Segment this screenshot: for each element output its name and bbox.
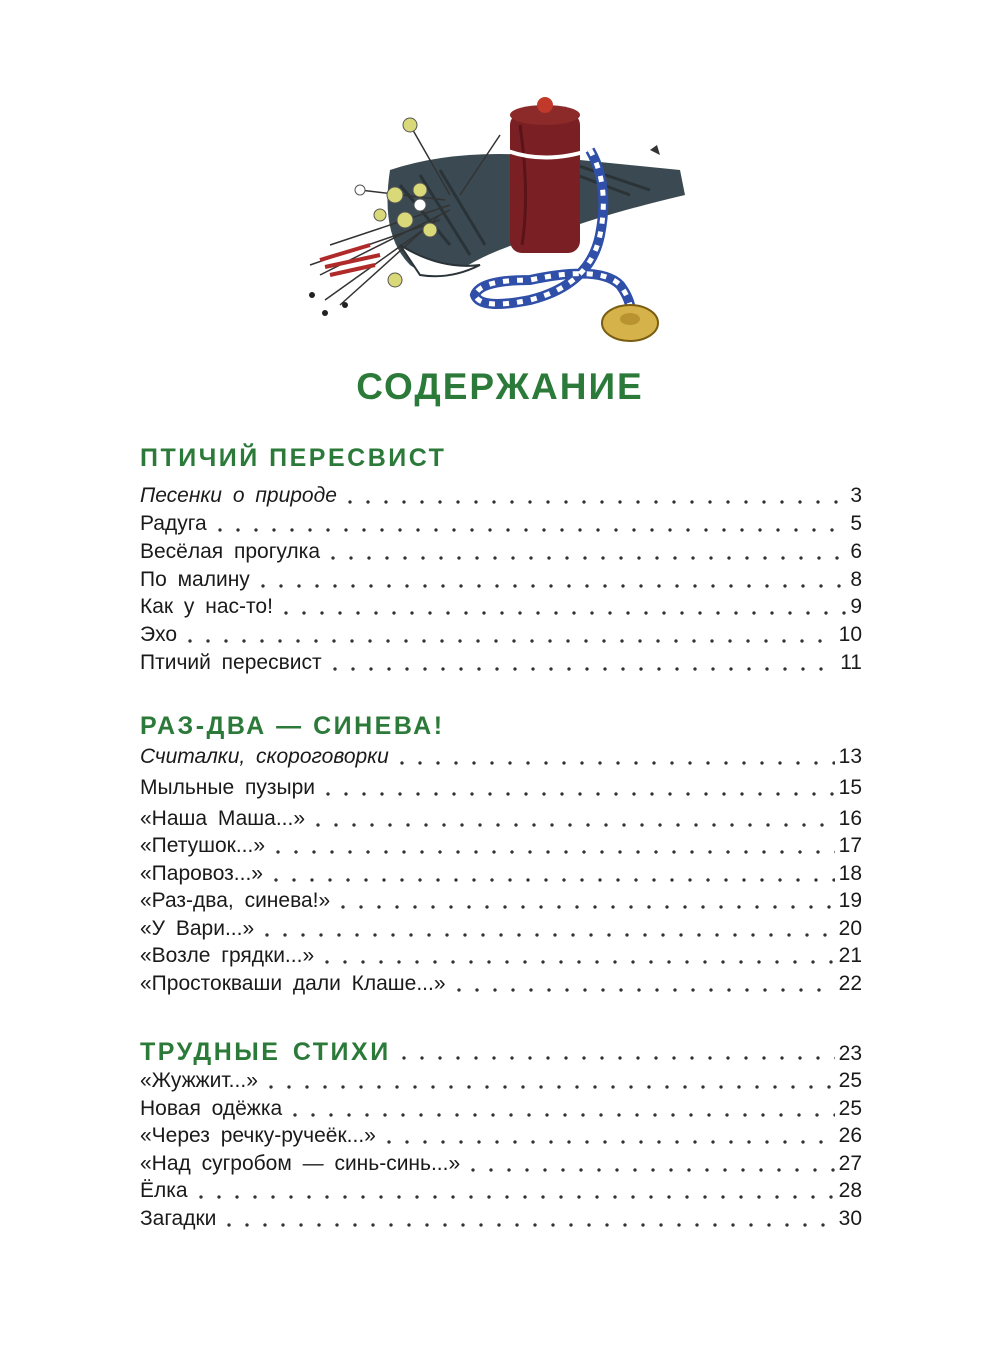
dot-leader: [267, 877, 835, 883]
entry-page: 6: [850, 540, 862, 563]
entry-title: Загадки: [140, 1207, 217, 1230]
entry-page: 19: [838, 889, 862, 912]
dot-leader: [324, 555, 846, 561]
entry-page: 27: [838, 1152, 862, 1175]
entry-title: «Возле грядки...»: [140, 944, 315, 967]
dot-leader: [254, 583, 847, 589]
dot-leader: [262, 1084, 835, 1090]
entry-title: Эхо: [140, 623, 178, 646]
toc-entry[interactable]: [140, 860, 862, 888]
toc-entry[interactable]: [140, 970, 862, 998]
entry-title: Весёлая прогулка: [140, 540, 321, 563]
entry-title: «Над сугробом — синь-синь...»: [140, 1152, 461, 1175]
entry-title: По малину: [140, 568, 250, 591]
page-title: СОДЕРЖАНИЕ: [356, 366, 644, 407]
entry-page: 30: [838, 1207, 862, 1230]
toc-entry[interactable]: [140, 510, 862, 538]
entry-title: «Паровоз...»: [140, 862, 263, 885]
dot-leader: [277, 610, 846, 616]
entry-title: «Жужжит...»: [140, 1069, 258, 1092]
toc-entry[interactable]: [140, 743, 862, 771]
entry-title: «Раз-два, синева!»: [140, 889, 331, 912]
dot-leader: [258, 932, 835, 938]
entry-title: «Наша Маша...»: [140, 807, 306, 830]
dot-leader: [220, 1222, 834, 1228]
entry-page: 18: [838, 862, 862, 885]
dot-leader: [450, 987, 835, 993]
toc-entry[interactable]: [140, 538, 862, 566]
entry-page: 25: [838, 1097, 862, 1120]
toc-entry[interactable]: [140, 832, 862, 860]
toc-entry[interactable]: [140, 805, 862, 833]
dot-leader: [326, 666, 837, 672]
entry-page: 28: [838, 1179, 862, 1202]
dot-leader: [341, 499, 846, 505]
dot-leader: [269, 849, 835, 855]
entry-title: «Петушок...»: [140, 834, 266, 857]
entry-page: 10: [838, 623, 862, 646]
entry-page: 25: [838, 1069, 862, 1092]
entry-title: Радуга: [140, 512, 207, 535]
entry-title: «Простокваши дали Клаше...»: [140, 972, 446, 995]
toc-entry[interactable]: [140, 915, 862, 943]
dot-leader: [286, 1112, 834, 1118]
entry-page: 26: [838, 1124, 862, 1147]
toc-entry[interactable]: [140, 942, 862, 970]
toc-entry[interactable]: [140, 621, 862, 649]
toc-entry[interactable]: [140, 1205, 862, 1233]
entry-title: Ёлка: [140, 1179, 188, 1202]
dot-leader: [319, 791, 835, 797]
section-heading: РАЗ-ДВА — СИНЕВА!: [140, 712, 445, 740]
entry-page: 8: [850, 568, 862, 591]
dot-leader: [211, 527, 847, 533]
jar-with-flowers-illustration: [300, 95, 700, 355]
toc-entry[interactable]: [140, 1122, 862, 1150]
entry-title: Мыльные пузыри: [140, 776, 315, 799]
entry-page: 20: [838, 917, 862, 940]
entry-page: 16: [838, 807, 862, 830]
entry-page: 5: [850, 512, 862, 535]
entry-page: 9: [850, 595, 862, 618]
entry-title: «Через речку-ручеёк...»: [140, 1124, 376, 1147]
entry-page: 23: [838, 1042, 862, 1065]
toc-entry[interactable]: [140, 482, 862, 510]
entry-page: 15: [838, 776, 862, 799]
entry-page: 13: [838, 745, 862, 768]
toc-entry[interactable]: [140, 887, 862, 915]
entry-title: Как у нас-то!: [140, 595, 273, 618]
toc-entry[interactable]: [140, 593, 862, 621]
toc-entry[interactable]: [140, 649, 862, 677]
dot-leader: [393, 760, 835, 766]
dot-leader: [464, 1167, 834, 1173]
dot-leader: [192, 1194, 835, 1200]
dot-leader: [181, 638, 835, 644]
entry-page: 11: [840, 651, 862, 674]
entry-page: 22: [838, 972, 862, 995]
entry-title: Песенки о природе: [140, 484, 337, 507]
toc-entry[interactable]: [140, 774, 862, 802]
dot-leader: [334, 904, 834, 910]
dot-leader: [318, 959, 835, 965]
entry-title: Считалки, скороговорки: [140, 745, 389, 768]
toc-section-entry[interactable]: [140, 1038, 862, 1066]
section-heading: ТРУДНЫЕ СТИХИ: [140, 1038, 391, 1066]
entry-title: «У Вари...»: [140, 917, 255, 940]
entry-title: Новая одёжка: [140, 1097, 283, 1120]
toc-entry[interactable]: [140, 1095, 862, 1123]
toc-entry[interactable]: [140, 1067, 862, 1095]
toc-entry[interactable]: [140, 1177, 862, 1205]
toc-entry[interactable]: [140, 566, 862, 594]
section-heading: ПТИЧИЙ ПЕРЕСВИСТ: [140, 444, 447, 472]
dot-leader: [309, 822, 835, 828]
entry-page: 21: [838, 944, 862, 967]
dot-leader: [395, 1055, 835, 1061]
toc-entry[interactable]: [140, 1150, 862, 1178]
dot-leader: [380, 1139, 835, 1145]
entry-title: Птичий пересвист: [140, 651, 322, 674]
entry-page: 3: [850, 484, 862, 507]
entry-page: 17: [838, 834, 862, 857]
